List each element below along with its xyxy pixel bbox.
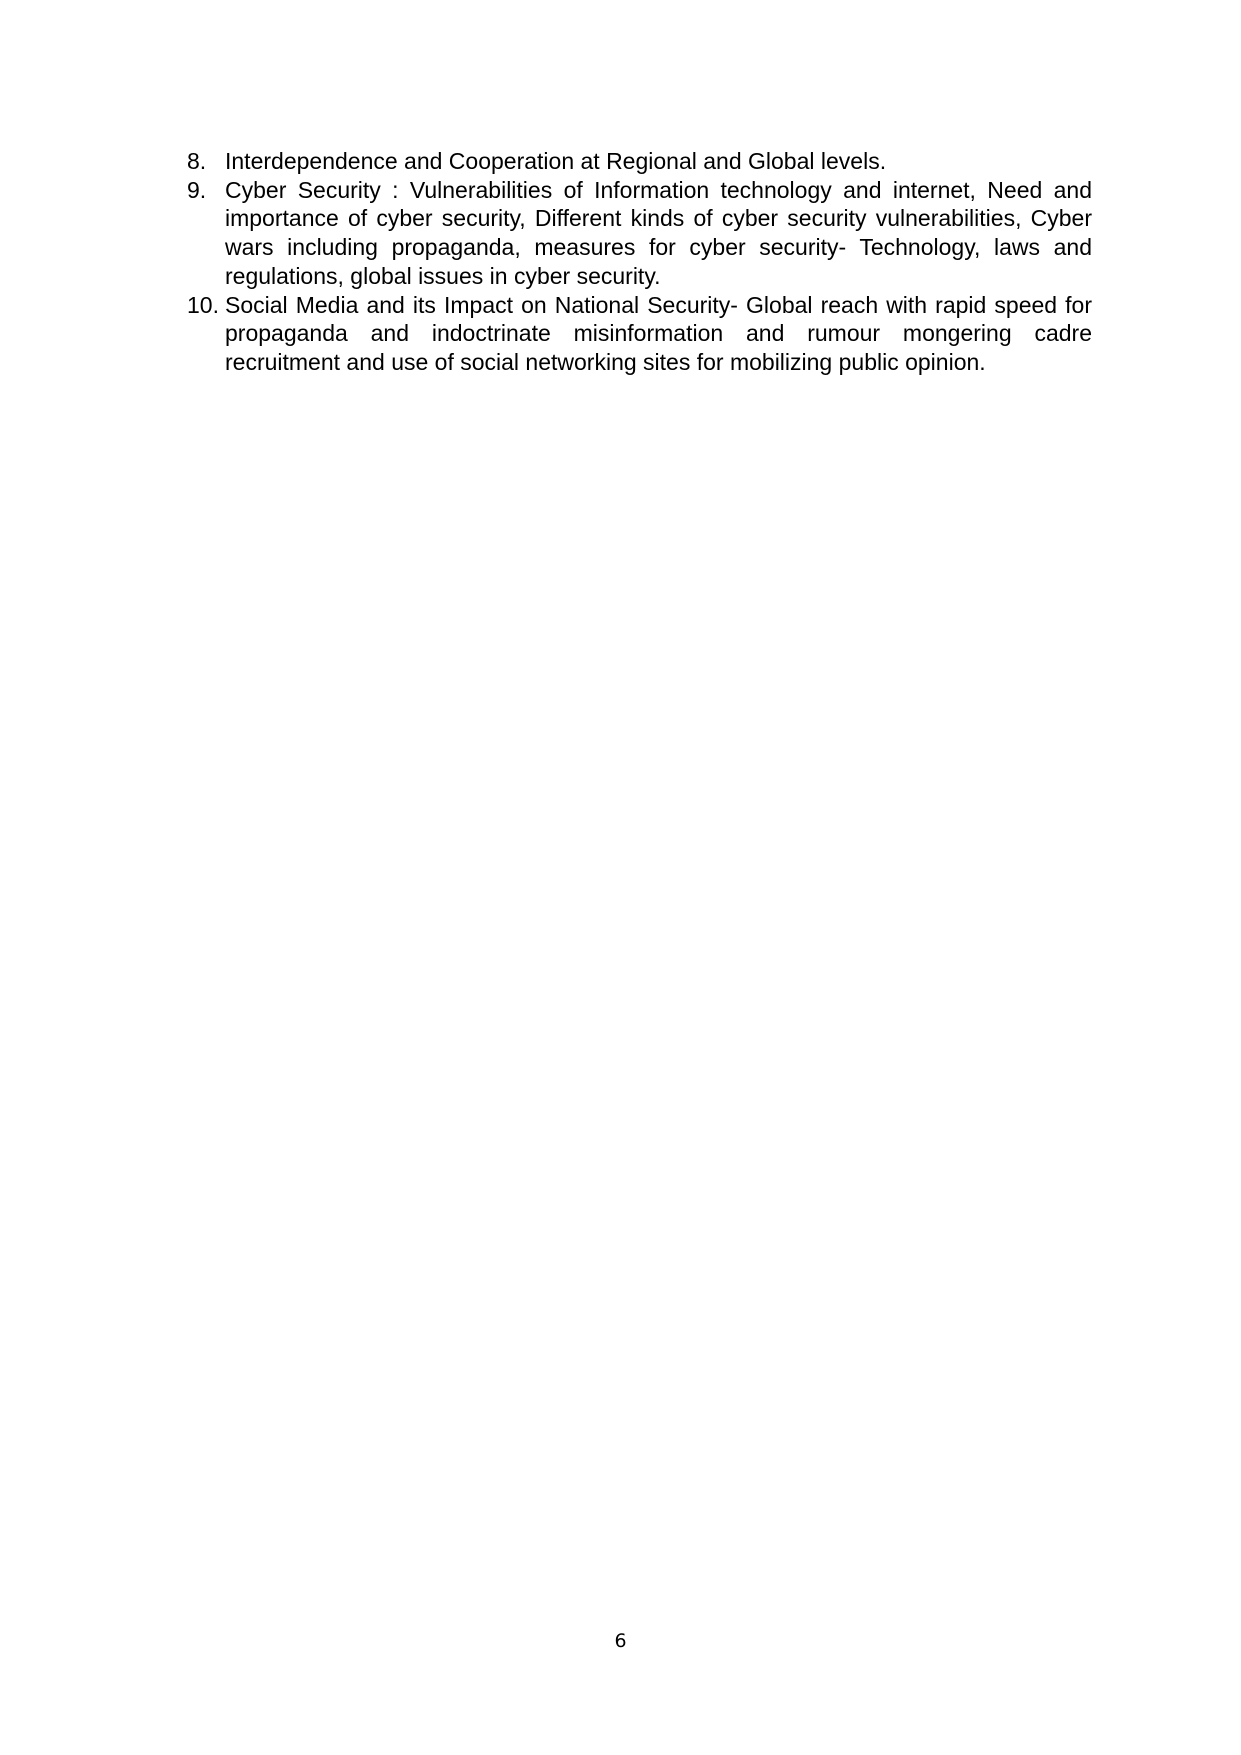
page-number: 6 [614, 1630, 627, 1652]
numbered-list [187, 147, 1092, 377]
list-item [187, 176, 1092, 291]
list-item-number: 9. [187, 176, 207, 203]
list-item-text: Interdependence and Cooperation at Regional and Global levels. [225, 148, 887, 174]
list-item-text: Cyber Security : Vulnerabilities of Information technology and internet, Need and importance of cyber security, Different kinds of cyber security vulnerabilities, Cyber wars including propaganda, measures for cyber security- Technology, laws and regulations, global issues in cyber security. [225, 176, 1092, 289]
list-item [187, 147, 1092, 176]
list-item-number: 8. [187, 148, 207, 174]
list-item-text: Social Media and its Impact on National Security- Global reach with rapid speed for propaganda and indoctrinate misinformation and rumour mongering cadre recruitment and use of social networking sites for mobilizing public opinion. [225, 291, 1092, 375]
list-item-number: 10. [187, 291, 219, 318]
list-item [187, 291, 1092, 377]
